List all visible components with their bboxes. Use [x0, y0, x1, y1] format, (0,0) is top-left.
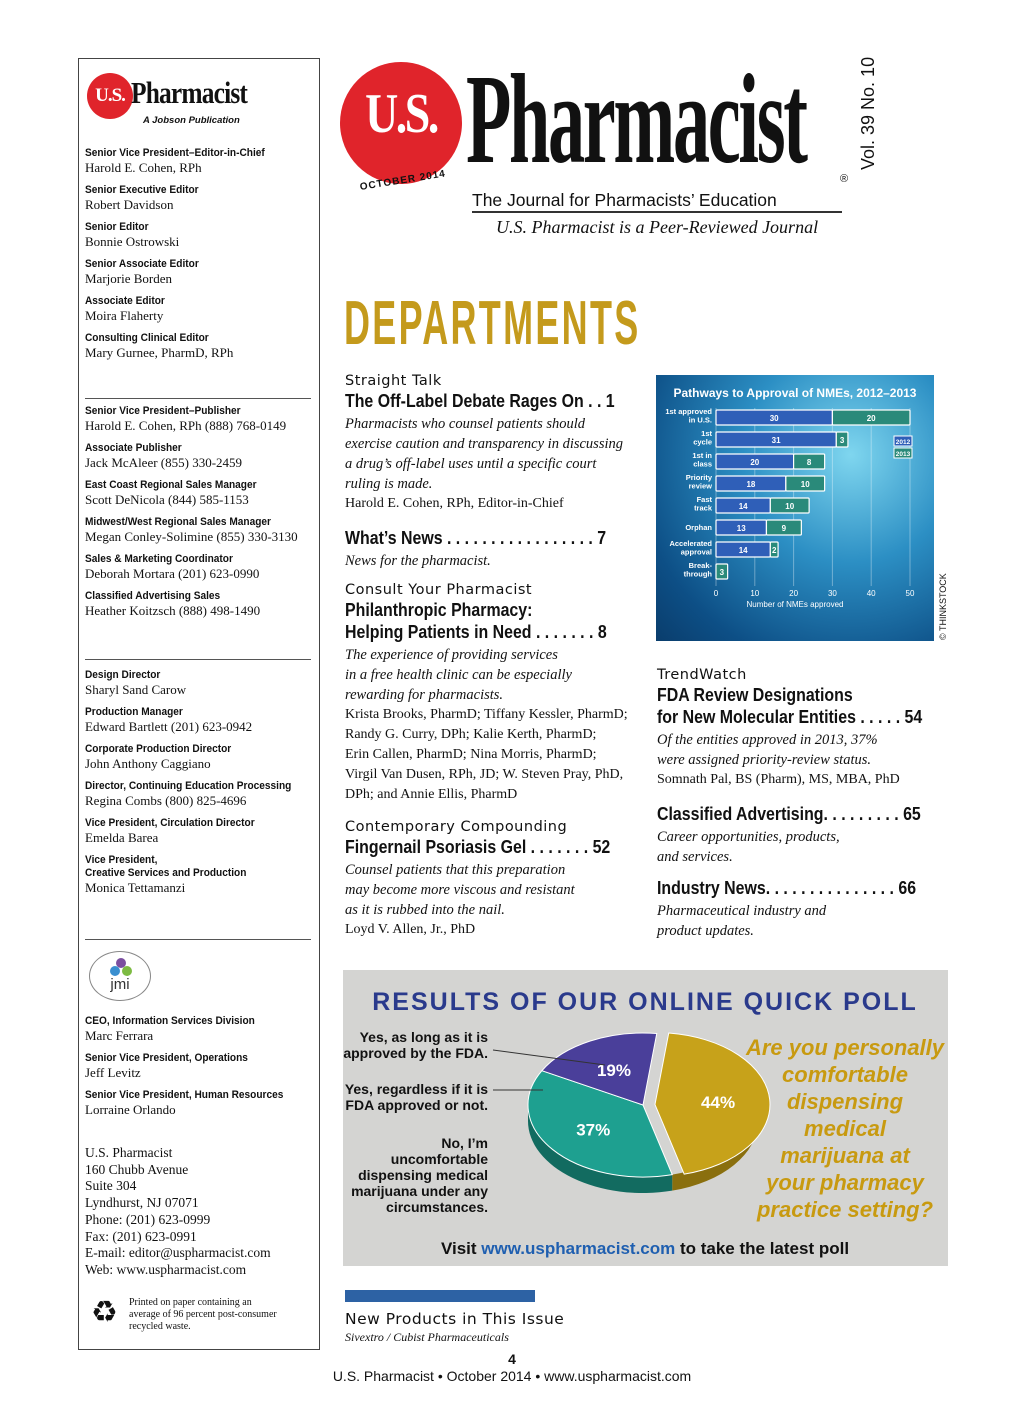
category-label: 1st in — [692, 450, 712, 460]
departments-heading: DEPARTMENTS — [344, 289, 641, 358]
page-number: 4 — [508, 1351, 516, 1367]
staff-entry — [85, 221, 313, 249]
article-title[interactable]: FDA Review Designations — [657, 684, 853, 705]
staff-entry — [85, 258, 313, 286]
poll-question-line: practice setting? — [756, 1197, 934, 1222]
recycle-text-line: recycled waste. — [129, 1321, 191, 1332]
staff-name: John Anthony Caggiano — [85, 756, 211, 771]
bar-value-label: 3 — [839, 436, 845, 445]
staff-entry — [85, 854, 313, 895]
bar-value-label: 14 — [738, 546, 748, 555]
issue-date: OCTOBER 2014 — [359, 168, 447, 193]
bar-value-label: 20 — [866, 414, 876, 423]
staff-entry — [85, 817, 313, 845]
category-label: track — [694, 503, 712, 513]
article-desc: Pharmaceutical industry and product updates. — [657, 903, 827, 939]
pie-slice-label: uncomfortable — [390, 1151, 488, 1167]
poll-question-line: your pharmacy — [766, 1170, 924, 1195]
poll-question-line: marijuana at — [780, 1143, 910, 1168]
toc-classified — [657, 803, 947, 867]
poll-question-line: comfortable — [782, 1062, 908, 1087]
staff-entry — [85, 479, 313, 507]
category-label: Fast — [696, 494, 712, 504]
article-author: Harold E. Cohen, RPh, Editor-in-Chief — [345, 496, 564, 511]
article-authors: Krista Brooks, PharmD; Tiffany Kessler, PharmD; Randy G. Curry, DPh; Kalie Kerth, PharmD; Erin Callen, PharmD; Nina Morris, PharmD; Virgil Van Dusen, RPh, JD; W. Steven Pray, PhD, DPh; and Annie Ellis, PharmD — [345, 707, 628, 802]
pie-slice-label: FDA approved or not. — [345, 1097, 488, 1113]
category-label: class — [693, 459, 712, 469]
staff-entry — [85, 147, 313, 175]
header-logo-us: U.S. — [365, 83, 437, 145]
x-tick-label: 50 — [905, 589, 915, 598]
bar-value-label: 9 — [781, 524, 787, 533]
category-label: cycle — [693, 437, 712, 447]
staff-entry — [85, 743, 313, 771]
legend-label: 2012 — [895, 439, 911, 446]
section-label: TrendWatch — [657, 667, 747, 683]
staff-role: CEO, Information Services Division — [85, 1015, 255, 1027]
category-label: through — [683, 569, 712, 579]
category-label: Accelerated — [669, 538, 712, 548]
staff-role: Senior Editor — [85, 221, 149, 233]
staff-name: Heather Koitzsch (888) 498-1490 — [85, 603, 261, 618]
staff-entry — [85, 1089, 313, 1117]
article-desc: The experience of providing services in a free health clinic can be especially rewarding for pharmacists. — [345, 647, 572, 703]
poll-question-line: medical — [804, 1116, 886, 1141]
article-desc: Of the entities approved in 2013, 37% were assigned priority-review status. — [657, 732, 878, 768]
staff-entry — [85, 442, 313, 470]
peer-reviewed-note: U.S. Pharmacist is a Peer-Reviewed Journal — [496, 217, 819, 237]
staff-name: Jack McAleer (855) 330-2459 — [85, 455, 243, 470]
jmi-logo — [89, 951, 151, 1001]
article-title-line2[interactable]: Helping Patients in Need . . . . . . . 8 — [345, 621, 607, 642]
staff-name: Bonnie Ostrowski — [85, 234, 180, 249]
new-products-subtitle: Sivextro / Cubist Pharmaceuticals — [345, 1330, 509, 1344]
staff-editorial — [85, 147, 313, 369]
staff-entry — [85, 1052, 313, 1080]
staff-name: Edward Bartlett (201) 623-0942 — [85, 719, 253, 734]
article-desc: Pharmacists who counsel patients should exercise caution and transparency in discussing a drug’s off-label uses until a specific court ruling is made. — [345, 416, 623, 492]
staff-role: Director, Continuing Education Processing — [85, 780, 292, 792]
poll-title: RESULTS OF OUR ONLINE QUICK POLL — [372, 988, 918, 1016]
bar-value-label: 10 — [785, 502, 795, 511]
staff-name: Scott DeNicola (844) 585-1153 — [85, 492, 249, 507]
staff-name: Robert Davidson — [85, 197, 174, 212]
staff-entry — [85, 553, 313, 581]
poll-cta-suffix: to take the latest poll — [675, 1239, 850, 1258]
article-title[interactable]: Philanthropic Pharmacy: — [345, 599, 533, 620]
staff-role: Senior Associate Editor — [85, 258, 199, 270]
article-desc: Career opportunities, products, and services. — [657, 829, 840, 865]
staff-role: Associate Editor — [85, 295, 165, 307]
article-title[interactable]: Fingernail Psoriasis Gel . . . . . . . 52 — [345, 836, 611, 857]
photo-credit: © THINKSTOCK — [938, 573, 948, 640]
nme-approval-chart — [656, 375, 934, 641]
pie-slice-label: dispensing medical — [358, 1167, 488, 1183]
sidebar-divider — [85, 939, 311, 940]
pie-slice-label: approved by the FDA. — [343, 1045, 488, 1061]
pie-slice-label: No, I’m — [441, 1135, 488, 1151]
staff-entry — [85, 669, 313, 697]
article-author: Somnath Pal, BS (Pharm), MS, MBA, PhD — [657, 772, 900, 787]
registered-mark: ® — [840, 173, 849, 185]
staff-name: Marc Ferrara — [85, 1028, 154, 1043]
sidebar-logo-us: U.S. — [87, 73, 133, 119]
address-line: Web: www.uspharmacist.com — [85, 1261, 247, 1277]
sidebar-divider — [85, 659, 311, 660]
article-desc: News for the pharmacist. — [345, 553, 491, 569]
address-line: Lyndhurst, NJ 07071 — [85, 1195, 199, 1211]
x-tick-label: 40 — [866, 589, 876, 598]
new-products-accent-bar — [345, 1290, 535, 1302]
category-label: 1st — [701, 428, 712, 438]
bar-value-label: 8 — [806, 458, 812, 467]
staff-role: Production Manager — [85, 706, 183, 718]
staff-role: Design Director — [85, 669, 161, 681]
toc-compounding — [345, 818, 645, 940]
staff-entry — [85, 1015, 313, 1043]
staff-role: East Coast Regional Sales Manager — [85, 479, 257, 491]
article-title[interactable]: Classified Advertising. . . . . . . . . 65 — [657, 803, 921, 824]
staff-role: Consulting Clinical Editor — [85, 332, 209, 344]
address-line: Suite 304 — [85, 1178, 137, 1194]
page-footer: U.S. Pharmacist • October 2014 • www.uspharmacist.com — [332, 1368, 692, 1384]
recycle-icon: ♻ — [91, 1295, 118, 1330]
staff-role: Vice President, Circulation Director — [85, 817, 255, 829]
staff-entry — [85, 332, 313, 360]
jmi-logo-text: jmi — [110, 976, 130, 993]
quick-poll-panel — [343, 970, 948, 1266]
staff-entry — [85, 516, 313, 544]
staff-name: Sharyl Sand Carow — [85, 682, 187, 697]
staff-role: Midwest/West Regional Sales Manager — [85, 516, 271, 528]
header-rule — [472, 211, 842, 213]
toc-straight-talk — [345, 372, 645, 514]
address-line: E-mail: editor@uspharmacist.com — [85, 1245, 271, 1261]
staff-production — [85, 669, 313, 904]
article-title[interactable]: The Off-Label Debate Rages On . . 1 — [345, 390, 615, 411]
bar-value-label: 31 — [771, 436, 781, 445]
bar-value-label: 13 — [736, 524, 746, 533]
bar-value-label: 18 — [746, 480, 756, 489]
bar-value-label: 2 — [771, 546, 777, 555]
toc-industry-news — [657, 877, 947, 941]
category-label: approval — [680, 547, 712, 557]
article-desc: Counsel patients that this preparation may become more viscous and resistant as it is rubbed into the nail. — [345, 862, 575, 918]
staff-name: Lorraine Orlando — [85, 1102, 176, 1117]
volume-number: Vol. 39 No. 10 — [858, 56, 878, 170]
staff-name: Emelda Barea — [85, 830, 159, 845]
pie-slice-label: Yes, regardless if it is — [344, 1081, 488, 1097]
staff-entry — [85, 184, 313, 212]
article-title-line2[interactable]: for New Molecular Entities . . . . . 54 — [657, 706, 923, 727]
pie-slice-percent: 37% — [576, 1120, 611, 1140]
staff-role: Vice President, — [85, 854, 158, 866]
staff-entry — [85, 780, 313, 808]
staff-name: Deborah Mortara (201) 623-0990 — [85, 566, 260, 581]
category-label: Orphan — [685, 523, 712, 532]
section-label: Straight Talk — [345, 373, 442, 389]
staff-role: Senior Vice President–Publisher — [85, 405, 241, 417]
publisher-address — [85, 1145, 311, 1279]
poll-question-line: Are you personally — [745, 1035, 945, 1060]
article-title[interactable]: What’s News . . . . . . . . . . . . . . . . . 7 — [345, 527, 607, 548]
section-label: Consult Your Pharmacist — [345, 582, 533, 598]
staff-role: Sales & Marketing Coordinator — [85, 553, 233, 565]
address-line: Fax: (201) 623-0991 — [85, 1228, 197, 1244]
staff-role: Senior Vice President–Editor-in-Chief — [85, 147, 265, 159]
sidebar-logo — [87, 73, 313, 129]
category-label: Priority — [685, 472, 712, 482]
x-tick-label: 20 — [789, 589, 799, 598]
staff-role: Senior Vice President, Human Resources — [85, 1089, 284, 1101]
bar-value-label: 10 — [800, 480, 810, 489]
bar-value-label: 20 — [750, 458, 760, 467]
article-title[interactable]: Industry News. . . . . . . . . . . . . . . 66 — [657, 877, 917, 898]
staff-name: Harold E. Cohen, RPh — [85, 160, 202, 175]
staff-role: Associate Publisher — [85, 442, 182, 454]
toc-trendwatch — [657, 666, 947, 790]
x-axis-label: Number of NMEs approved — [746, 600, 844, 609]
staff-role: Senior Executive Editor — [85, 184, 199, 196]
staff-role: Corporate Production Director — [85, 743, 232, 755]
category-label: 1st approved — [665, 406, 712, 416]
bar-value-label: 14 — [738, 502, 748, 511]
staff-entry — [85, 405, 313, 433]
staff-jmi — [85, 1015, 313, 1126]
pie-slice-label: circumstances. — [386, 1199, 488, 1215]
pie-slice-label: marijuana under any — [351, 1183, 488, 1199]
staff-sales — [85, 405, 313, 627]
staff-entry — [85, 295, 313, 323]
bar-value-label: 3 — [719, 568, 725, 577]
poll-question-line: dispensing — [786, 1089, 904, 1114]
x-tick-label: 0 — [713, 589, 719, 598]
poll-cta — [441, 1239, 849, 1258]
x-tick-label: 30 — [827, 589, 837, 598]
staff-name: Mary Gurnee, PharmD, RPh — [85, 345, 234, 360]
address-line: Phone: (201) 623-0999 — [85, 1211, 211, 1227]
nme-chart-svg — [656, 375, 934, 641]
recycle-text-line: average of 96 percent post-consumer — [129, 1309, 277, 1320]
toc-consult — [345, 581, 645, 805]
recycle-notice — [129, 1297, 309, 1333]
pie-slice-label: Yes, as long as it is — [359, 1029, 488, 1045]
address-line: 160 Chubb Avenue — [85, 1161, 189, 1177]
staff-name: Monica Tettamanzi — [85, 880, 186, 895]
address-line: U.S. Pharmacist — [85, 1145, 173, 1160]
magazine-title: Pharmacist — [466, 48, 806, 190]
sidebar-divider — [85, 398, 311, 399]
staff-entry — [85, 590, 313, 618]
section-label: Contemporary Compounding — [345, 819, 568, 835]
poll-cta-link[interactable]: www.uspharmacist.com — [481, 1239, 676, 1258]
category-label: review — [688, 481, 712, 491]
masthead-sidebar — [78, 58, 320, 1350]
staff-role-line2: Creative Services and Production — [85, 867, 247, 879]
jmi-logo-mark — [110, 958, 132, 978]
staff-name: Megan Conley-Solimine (855) 330-3130 — [85, 529, 298, 544]
sidebar-logo-name: Pharmacist — [131, 75, 248, 110]
staff-role: Classified Advertising Sales — [85, 590, 221, 602]
sidebar-logo-tagline: A Jobson Publication — [143, 115, 240, 126]
staff-role: Senior Vice President, Operations — [85, 1052, 248, 1064]
journal-subtitle: The Journal for Pharmacists’ Education — [472, 190, 777, 210]
pie-slice-percent: 44% — [701, 1092, 736, 1112]
category-label: Break- — [688, 560, 712, 570]
staff-name: Harold E. Cohen, RPh (888) 768-0149 — [85, 418, 287, 433]
chart-title: Pathways to Approval of NMEs, 2012–2013 — [673, 386, 917, 400]
poll-svg — [343, 970, 948, 1266]
staff-name: Moira Flaherty — [85, 308, 164, 323]
staff-entry — [85, 706, 313, 734]
staff-name: Jeff Levitz — [85, 1065, 141, 1080]
toc-whats-news — [345, 527, 645, 571]
recycle-text-line: Printed on paper containing an — [129, 1297, 252, 1308]
category-label: in U.S. — [688, 415, 712, 425]
legend-label: 2013 — [895, 451, 911, 458]
pie-slice-percent: 19% — [596, 1060, 631, 1080]
staff-name: Marjorie Borden — [85, 271, 173, 286]
staff-name: Regina Combs (800) 825-4696 — [85, 793, 247, 808]
poll-cta-prefix: Visit — [440, 1239, 482, 1258]
article-author: Loyd V. Allen, Jr., PhD — [345, 922, 476, 937]
new-products-title: New Products in This Issue — [345, 1310, 565, 1328]
bar-value-label: 30 — [769, 414, 779, 423]
x-tick-label: 10 — [750, 589, 760, 598]
